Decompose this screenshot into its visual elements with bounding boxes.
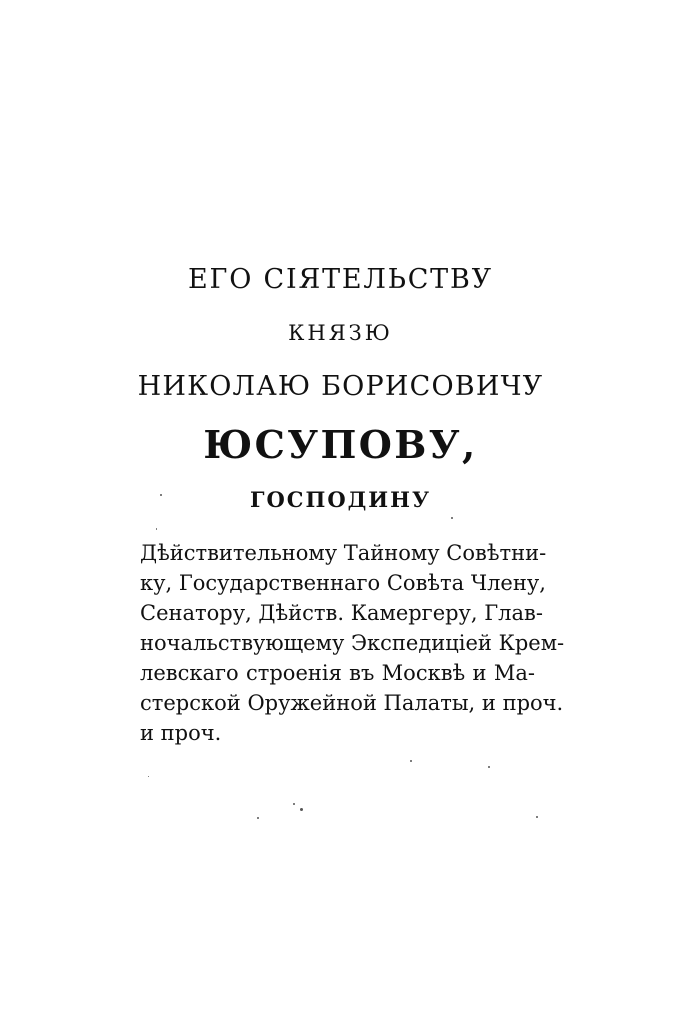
paragraph-line: Сенатору, Дѣйств. Камергеру, Глав- bbox=[140, 601, 543, 625]
paragraph-line: ку, Государственнаго Совѣта Члену, bbox=[140, 571, 546, 595]
paragraph-line: стерской Оружейной Палаты, и проч. bbox=[140, 691, 564, 715]
paper-speck bbox=[488, 766, 490, 768]
dedication-line-rank: КНЯЗЮ bbox=[288, 321, 393, 345]
paragraph-line: левскаго строенія въ Москвѣ и Ма- bbox=[140, 661, 535, 685]
paper-speck bbox=[536, 816, 538, 818]
dedication-line-honorific: ГОСПОДИНУ bbox=[249, 487, 432, 512]
dedication-line-name: НИКОЛАЮ БОРИСОВИЧУ bbox=[137, 371, 544, 402]
paper-speck bbox=[156, 528, 157, 530]
paper-speck bbox=[293, 803, 295, 805]
paper-speck bbox=[257, 817, 259, 819]
paper-speck bbox=[300, 808, 303, 811]
dedication-line-surname: ЮСУПОВУ, bbox=[203, 422, 478, 467]
paper-speck bbox=[410, 760, 412, 762]
paragraph-line-last: и проч. bbox=[140, 721, 222, 745]
paper-speck bbox=[160, 494, 162, 496]
paper-speck bbox=[451, 517, 453, 519]
paragraph-line: ночальствующему Экспедиціей Крем- bbox=[140, 631, 565, 655]
dedication-line-title: ЕГО СІЯТЕЛЬСТВУ bbox=[188, 264, 493, 295]
dedication-titles-paragraph bbox=[140, 538, 565, 748]
paragraph-line: Дѣйствительному Тайному Совѣтни- bbox=[140, 541, 547, 565]
paper-speck bbox=[148, 776, 149, 777]
